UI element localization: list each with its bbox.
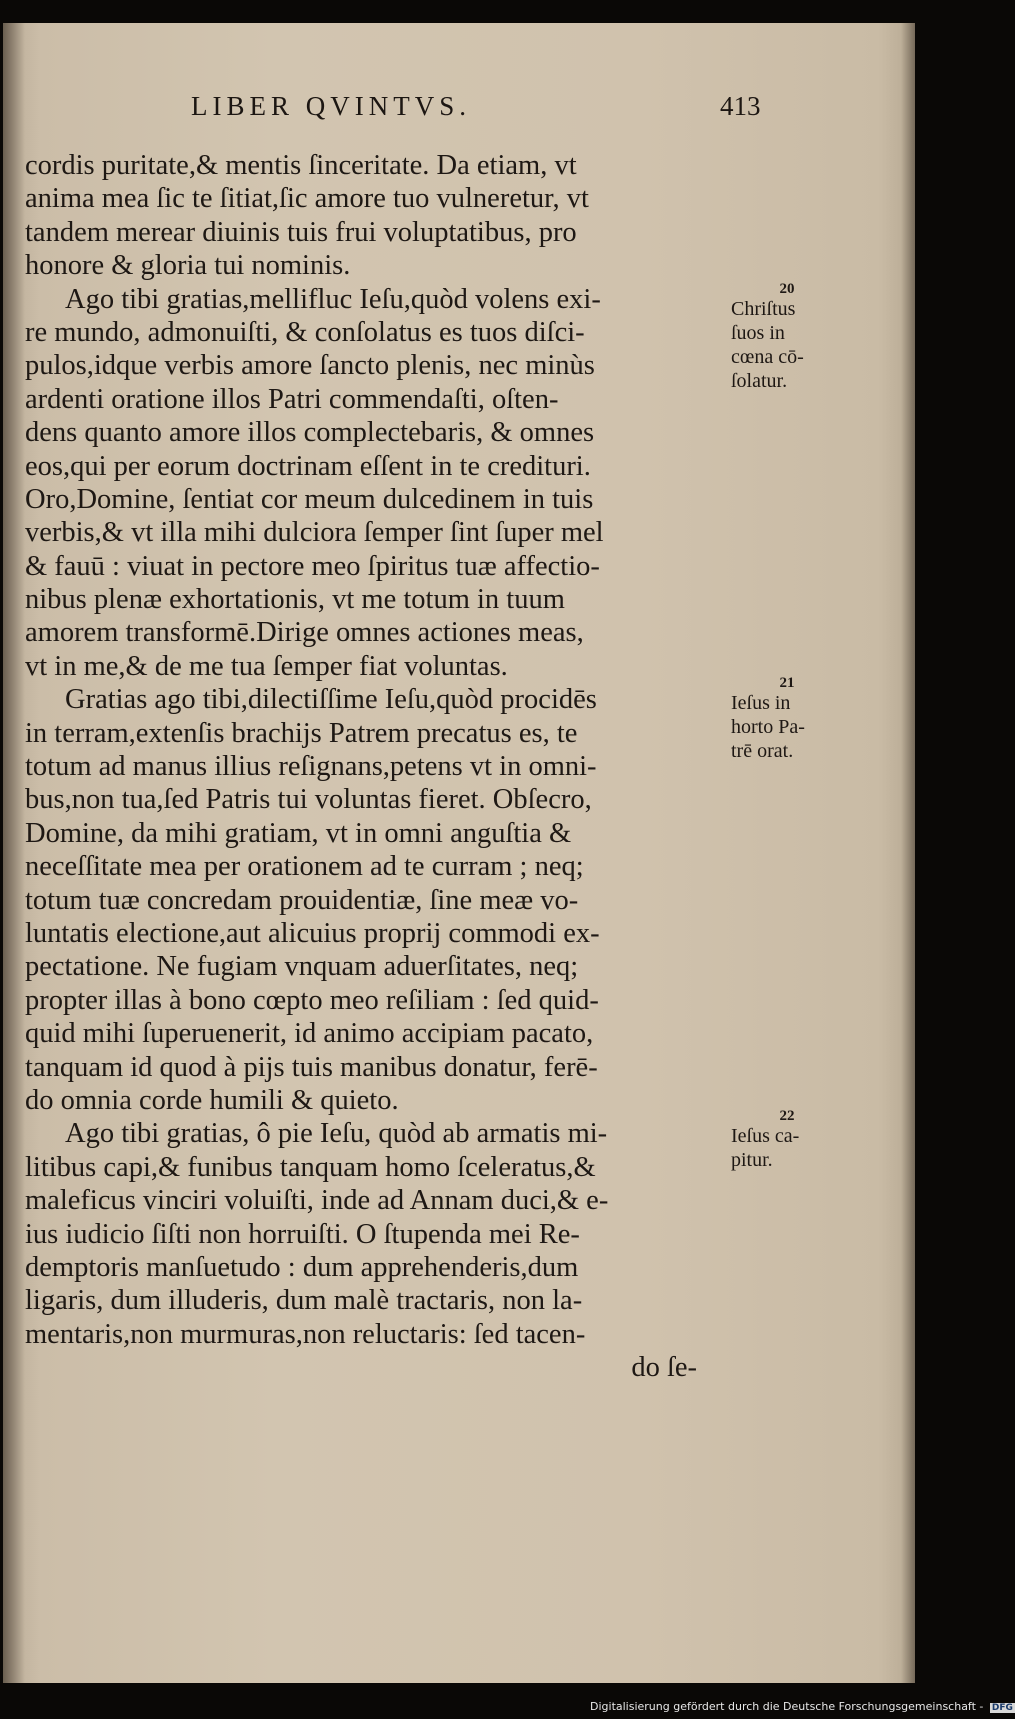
marginal-note-line: cœna cō- <box>731 346 804 368</box>
text-line: Gratias ago tibi,dilectiſſime Ieſu,quòd procidēs <box>65 684 597 716</box>
text-line: & fauū : viuat in pectore meo ſpiritus tuæ affectio- <box>25 550 600 582</box>
text-line: pectatione. Ne fugiam vnquam aduerſitates, neq; <box>25 951 579 983</box>
footer-credit: Digitalisierung gefördert durch die Deutsche Forschungsgemeinschaft - <box>590 1700 984 1713</box>
text-line: amorem transformē.Dirige omnes actiones meas, <box>25 617 584 649</box>
text-line: bus,non tua,ſed Patris tui voluntas fieret. Obſecro, <box>25 784 592 816</box>
text-line: totum ad manus illius reſignans,petens vt in omni- <box>25 751 597 783</box>
text-line: anima mea ſic te ſitiat,ſic amore tuo vulneretur, vt <box>25 183 589 215</box>
text-line: eos,qui per eorum doctrinam eſſent in te credituri. <box>25 450 591 482</box>
running-title: LIBER QVINTVS. <box>191 91 471 121</box>
text-line: maleficus vinciri voluiſti, inde ad Annam duci,& e- <box>25 1185 609 1217</box>
text-line: do omnia corde humili & quieto. <box>25 1084 399 1116</box>
digitization-footer <box>590 1700 1015 1713</box>
marginal-note-line: Ieſus ca- <box>731 1125 800 1147</box>
text-line: propter illas à bono cœpto meo reſiliam : ſed quid- <box>25 984 599 1016</box>
book-page <box>3 23 915 1683</box>
marginal-note <box>731 281 843 393</box>
text-line: Domine, da mihi gratiam, vt in omni anguſtia & <box>25 817 572 849</box>
marginal-note-number: 20 <box>779 281 795 297</box>
body-text <box>25 149 715 1384</box>
text-line: totum tuæ concredam prouidentiæ, ſine meæ vo- <box>25 884 579 916</box>
text-line: re mundo, admonuiſti, & conſolatus es tuos diſci- <box>25 316 585 348</box>
catchword: do ſe- <box>631 1352 697 1384</box>
marginal-note <box>731 675 843 763</box>
text-line: ius iudicio ſiſti non horruiſti. O ſtupenda mei Re- <box>25 1218 580 1250</box>
marginal-note-line: Chriſtus <box>731 298 796 320</box>
text-line: cordis puritate,& mentis ſinceritate. Da etiam, vt <box>25 150 577 181</box>
text-line: tanquam id quod à pijs tuis manibus donatur, ferē- <box>25 1051 598 1083</box>
marginal-note-line: trē orat. <box>731 740 794 762</box>
text-line: mentaris,non murmuras,non reluctaris: ſed tacen- <box>25 1318 586 1350</box>
text-line: ligaris, dum illuderis, dum malè tractaris, non la- <box>25 1285 583 1317</box>
text-line: Oro,Domine, ſentiat cor meum dulcedinem in tuis <box>25 483 594 515</box>
text-line: ardenti oratione illos Patri commendaſti, oſten- <box>25 383 559 415</box>
text-line: in terram,extenſis brachijs Patrem precatus es, te <box>25 717 578 749</box>
text-line: dens quanto amore illos complectebaris, & omnes <box>25 417 595 449</box>
marginal-note-number: 21 <box>779 675 795 691</box>
text-line: demptoris manſuetudo : dum apprehenderis,dum <box>25 1251 579 1283</box>
text-line: verbis,& vt illa mihi dulciora ſemper ſint ſuper mel <box>25 517 604 549</box>
text-line: quid mihi ſuperuenerit, id animo accipiam pacato, <box>25 1018 594 1050</box>
text-line: honore & gloria tui nominis. <box>25 250 351 282</box>
text-line: Ago tibi gratias, ô pie Ieſu, quòd ab armatis mi- <box>65 1118 608 1150</box>
dfg-logo: DFG <box>991 1703 1013 1713</box>
text-line: nibus plenæ exhortationis, vt me totum in tuum <box>25 584 565 616</box>
marginal-note-number: 22 <box>779 1108 795 1124</box>
page-number: 413 <box>720 91 761 121</box>
text-line: Ago tibi gratias,mellifluc Ieſu,quòd volens exi- <box>65 283 601 315</box>
text-line: litibus capi,& funibus tanquam homo ſceleratus,& <box>25 1151 596 1183</box>
text-line: neceſſitate mea per orationem ad te curram ; neq; <box>25 851 584 883</box>
text-line: tandem merear diuinis tuis frui voluptatibus, pro <box>25 216 577 248</box>
marginal-note-line: ſolatur. <box>731 370 788 392</box>
marginal-note-line: Ieſus in <box>731 692 791 714</box>
text-line: luntatis electione,aut alicuius proprij commodi ex- <box>25 917 600 949</box>
marginal-note-line: horto Pa- <box>731 716 805 738</box>
marginal-note-line: pitur. <box>731 1149 773 1171</box>
text-line: pulos,idque verbis amore ſancto plenis, nec minùs <box>25 350 595 382</box>
text-line: vt in me,& de me tua ſemper fiat voluntas. <box>25 650 508 682</box>
marginal-note <box>731 1108 843 1172</box>
marginal-note-line: ſuos in <box>731 322 785 344</box>
